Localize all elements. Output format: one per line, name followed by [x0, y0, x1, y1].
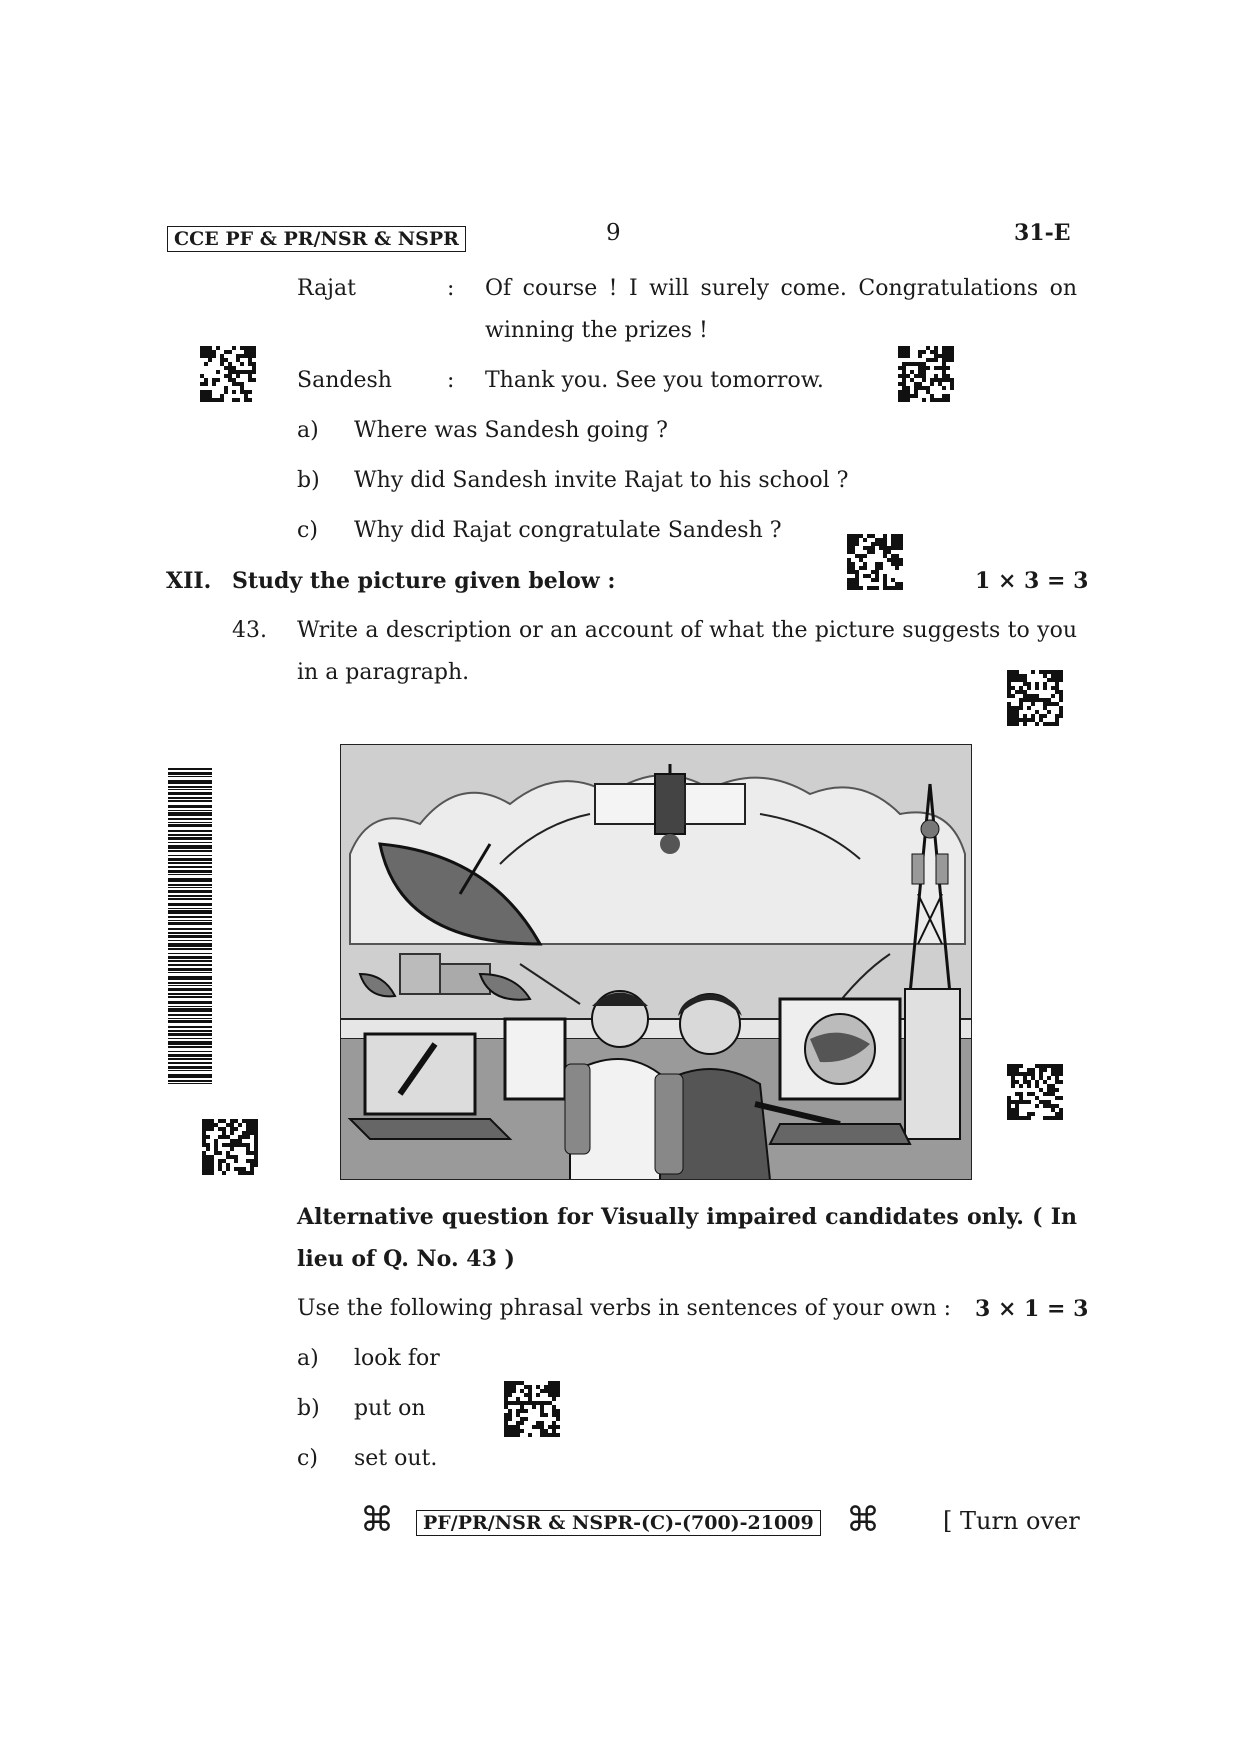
phrasal-verb: put on: [354, 1396, 426, 1421]
phrasal-verb-label: c): [297, 1446, 318, 1471]
communication-picture: [340, 744, 972, 1180]
command-symbol-icon: ⌘: [846, 1500, 880, 1540]
qr-code: [202, 1119, 258, 1175]
qr-code: [1007, 1064, 1063, 1120]
section-numeral: XII.: [166, 568, 212, 594]
dialogue-line: Thank you. See you tomorrow.: [485, 368, 824, 393]
question-text: Where was Sandesh going ?: [354, 418, 668, 443]
turn-over-label: [ Turn over: [943, 1507, 1080, 1535]
command-symbol-icon: ⌘: [360, 1500, 394, 1540]
dialogue-line: winning the prizes !: [485, 318, 708, 343]
header-exam-code: CCE PF & PR/NSR & NSPR: [167, 226, 466, 252]
question-text: in a paragraph.: [297, 660, 470, 685]
alternative-heading: Alternative question for Visually impaired candidates only. ( In: [297, 1204, 1077, 1230]
alternative-heading: lieu of Q. No. 43 ): [297, 1246, 515, 1272]
qr-code: [200, 346, 256, 402]
dialogue-speaker: Sandesh: [297, 368, 392, 393]
paper-code: 31-E: [1014, 220, 1071, 246]
question-text: Write a description or an account of what the picture suggests to you: [297, 618, 1077, 643]
dialogue-speaker: Rajat: [297, 276, 356, 301]
section-marks: 1 × 3 = 3: [975, 568, 1089, 594]
dialogue-colon: :: [447, 276, 455, 301]
qr-code: [1007, 670, 1063, 726]
question-text: Why did Rajat congratulate Sandesh ?: [354, 518, 782, 543]
phrasal-verb: look for: [354, 1346, 440, 1371]
footer-exam-code: PF/PR/NSR & NSPR-(C)-(700)-21009: [416, 1510, 821, 1536]
qr-code: [504, 1381, 560, 1437]
section-title: Study the picture given below :: [232, 568, 616, 594]
dialogue-colon: :: [447, 368, 455, 393]
alternative-marks: 3 × 1 = 3: [975, 1296, 1089, 1322]
tablet-icon: [505, 1019, 565, 1099]
alternative-instruction: Use the following phrasal verbs in sentences of your own :: [297, 1296, 952, 1321]
question-label: b): [297, 468, 320, 493]
page-number: 9: [606, 220, 621, 246]
phrasal-verb-label: b): [297, 1396, 320, 1421]
qr-code: [898, 346, 954, 402]
dialogue-line: Of course ! I will surely come. Congratulations on: [485, 276, 1077, 301]
phrasal-verb-label: a): [297, 1346, 319, 1371]
qr-code: [847, 534, 903, 590]
phrasal-verb: set out.: [354, 1446, 438, 1471]
question-label: a): [297, 418, 319, 443]
question-label: c): [297, 518, 318, 543]
question-number: 43.: [232, 618, 267, 643]
barcode: [168, 768, 212, 1084]
question-text: Why did Sandesh invite Rajat to his school ?: [354, 468, 849, 493]
